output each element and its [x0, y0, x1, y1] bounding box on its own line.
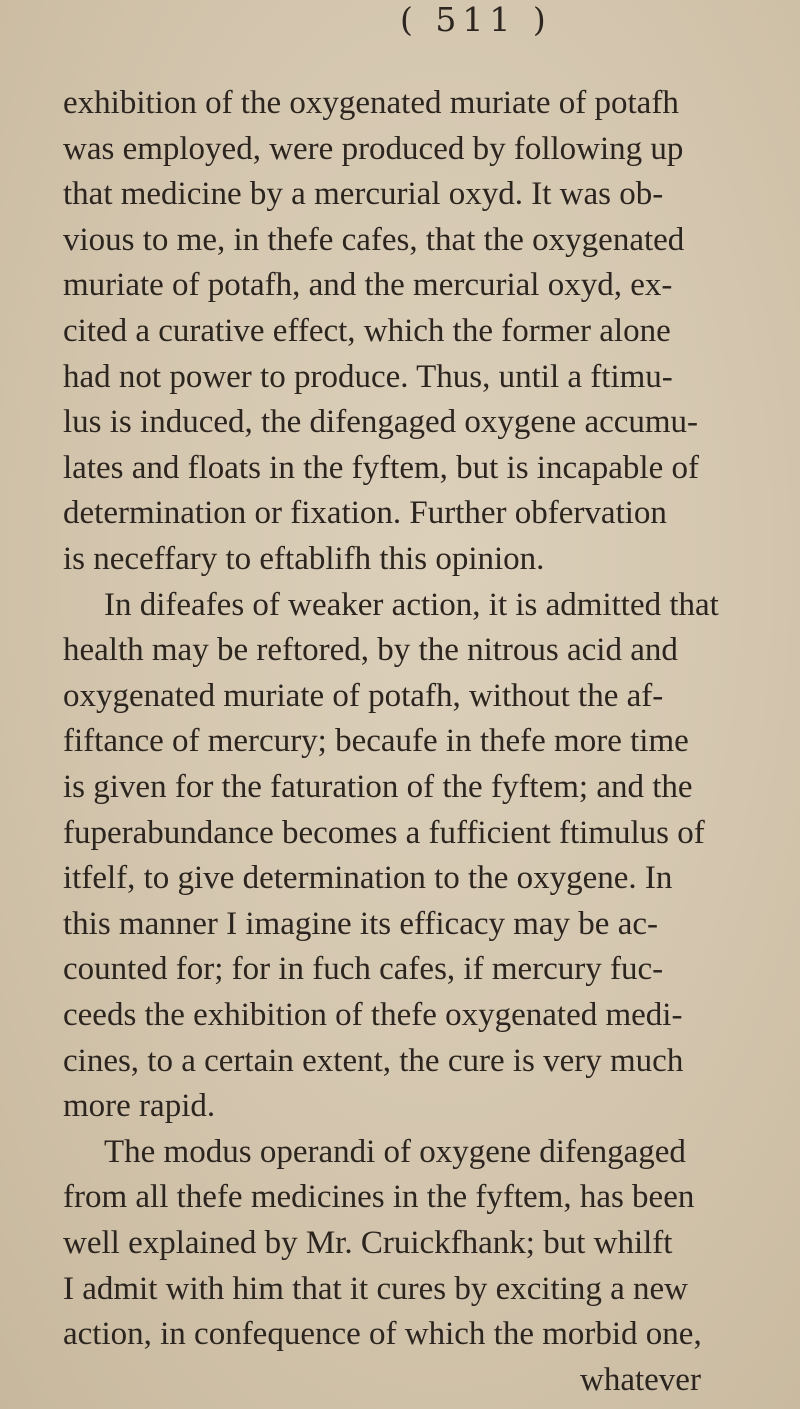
text-line: was employed, were produced by following up: [63, 130, 684, 167]
text-line: from all thefe medicines in the fyftem, has been: [63, 1179, 695, 1216]
text-line: this manner I imagine its efficacy may be ac-: [63, 905, 658, 942]
text-line: lates and floats in the fyftem, but is incapable of: [63, 449, 699, 486]
text-line: exhibition of the oxygenated muriate of potafh: [63, 85, 679, 121]
text-line: is neceffary to eftablifh this opinion.: [63, 541, 545, 577]
text-line: that medicine by a mercurial oxyd. It was ob-: [63, 176, 664, 213]
text-line: In difeafes of weaker action, it is admitted that: [104, 586, 719, 623]
text-line: muriate of potafh, and the mercurial oxyd, ex-: [63, 267, 673, 304]
text-line: action, in confequence of which the morbid one,: [63, 1316, 702, 1353]
catchword: whatever: [580, 1361, 701, 1398]
text-line: oxygenated muriate of potafh, without the af-: [63, 677, 664, 714]
text-line: had not power to produce. Thus, until a ftimu-: [63, 358, 673, 395]
text-line: counted for; for in fuch cafes, if mercury fuc-: [63, 951, 664, 988]
page-number: ( 511 ): [400, 0, 552, 39]
text-line: more rapid.: [63, 1088, 216, 1125]
text-line: cines, to a certain extent, the cure is very much: [63, 1042, 684, 1079]
text-line: determination or fixation. Further obfervation: [63, 495, 667, 532]
text-line: fuperabundance becomes a fufficient ftimulus of: [63, 814, 705, 851]
text-line: vious to me, in thefe cafes, that the oxygenated: [63, 221, 685, 258]
text-line: cited a curative effect, which the former alone: [63, 313, 671, 349]
text-line: I admit with him that it cures by exciting a new: [63, 1270, 689, 1307]
text-line: health may be reftored, by the nitrous acid and: [63, 632, 678, 669]
text-line: The modus operandi of oxygene difengaged: [104, 1133, 686, 1170]
text-line: ceeds the exhibition of thefe oxygenated medi-: [63, 997, 683, 1033]
text-line: fiftance of mercury; becaufe in thefe more time: [63, 723, 689, 760]
text-line: is given for the faturation of the fyftem; and the: [63, 769, 693, 805]
text-line: lus is induced, the difengaged oxygene accumu-: [63, 404, 699, 441]
text-line: well explained by Mr. Cruickfhank; but whilft: [63, 1225, 673, 1261]
text-line: itfelf, to give determination to the oxygene. In: [63, 860, 673, 897]
